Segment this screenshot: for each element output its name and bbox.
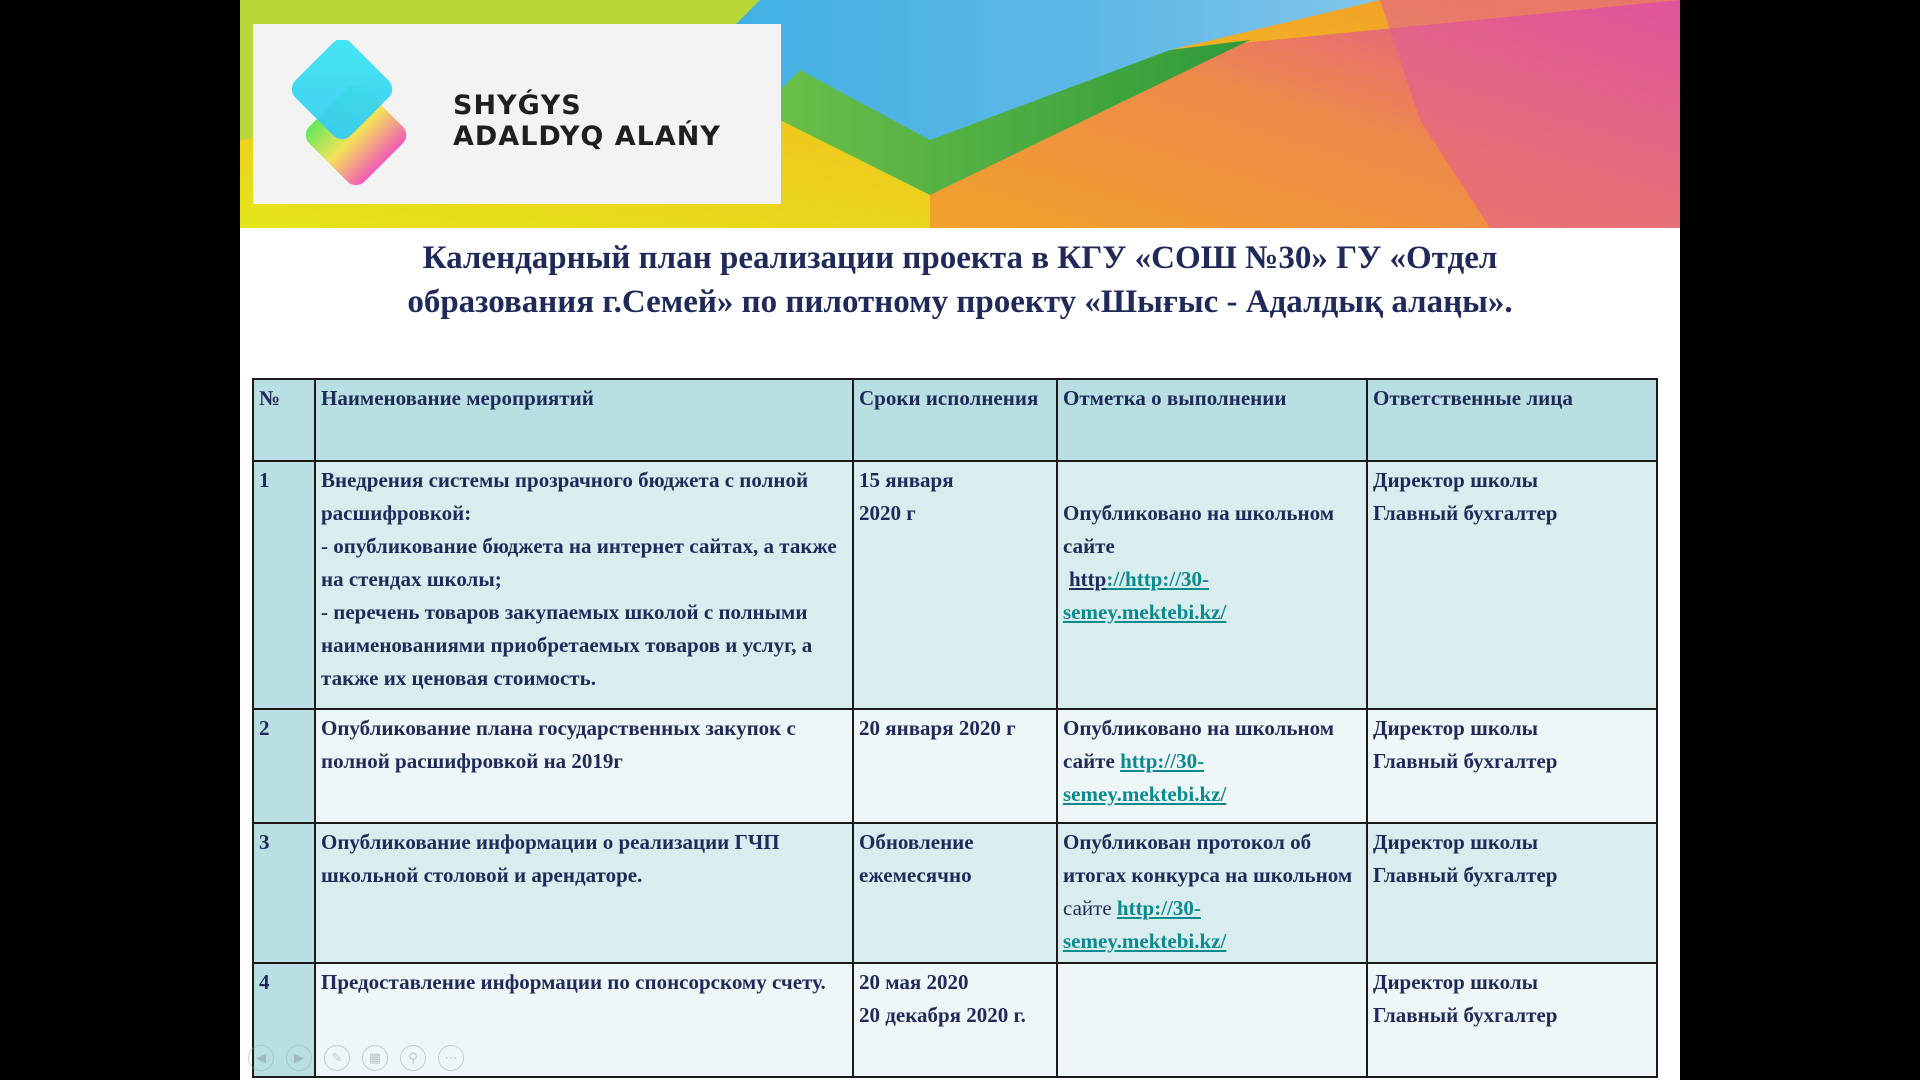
row-name (315, 709, 853, 823)
row-mark (1057, 823, 1367, 963)
table-row (253, 823, 1657, 963)
row-resp-line: Директор школы (1373, 970, 1539, 994)
row-resp (1367, 461, 1657, 709)
row-name-line: - перечень товаров закупаемых школой с полными наименованиями приобретаемых товаров и услуг, а также их ценовая стоимость. (321, 600, 813, 690)
logo-mark-icon (273, 40, 433, 190)
row-term (853, 823, 1057, 963)
more-icon[interactable]: ⋯ (438, 1045, 464, 1071)
row-term-line: 15 января (859, 468, 954, 492)
row-term (853, 709, 1057, 823)
arrow-left-icon[interactable]: ◀ (248, 1045, 274, 1071)
row-num: 4 (253, 963, 315, 1077)
row-term-line: 20 мая 2020 (859, 970, 969, 994)
header-num: № (253, 379, 315, 461)
slides-icon[interactable]: ▦ (362, 1045, 388, 1071)
row-num: 3 (253, 823, 315, 963)
row-num: 2 (253, 709, 315, 823)
row-term-line: 20 января 2020 г (859, 716, 1016, 740)
row-resp (1367, 709, 1657, 823)
row-mark (1057, 709, 1367, 823)
header-banner (240, 0, 1680, 228)
row-resp (1367, 963, 1657, 1077)
row-num: 1 (253, 461, 315, 709)
pen-icon[interactable]: ✎ (324, 1045, 350, 1071)
row-term-line: 20 декабря 2020 г. (859, 1003, 1026, 1027)
logo-line-2: ADALDYQ ALAŃY (453, 121, 721, 152)
row-name-line: - опубликование бюджета на интернет сайтах, а также на стендах школы; (321, 534, 837, 591)
title-line-1: Календарный план реализации проекта в КГУ «СОШ №30» ГУ «Отдел (422, 240, 1498, 276)
row-resp-line: Директор школы (1373, 716, 1539, 740)
row-resp-line: Главный бухгалтер (1373, 1003, 1558, 1027)
row-resp-line: Главный бухгалтер (1373, 749, 1558, 773)
row-mark-text: Опубликовано на школьном сайте (1063, 501, 1335, 558)
header-term: Сроки исполнения (853, 379, 1057, 461)
header-name: Наименование мероприятий (315, 379, 853, 461)
row-resp-line: Директор школы (1373, 830, 1539, 854)
table-row (253, 461, 1657, 709)
header-resp: Ответственные лица (1367, 379, 1657, 461)
slide (240, 0, 1680, 1080)
row-name-line: Внедрения системы прозрачного бюджета с полной расшифровкой: (321, 468, 809, 525)
row-name (315, 461, 853, 709)
table-row (253, 709, 1657, 823)
row-resp-line: Директор школы (1373, 468, 1539, 492)
calendar-plan-table (252, 378, 1658, 1078)
row-mark (1057, 963, 1367, 1077)
row-name-line: Предоставление информации по спонсорскому счету. (321, 970, 826, 994)
row-mark-prefix: http (1069, 567, 1107, 591)
row-resp (1367, 823, 1657, 963)
logo (253, 24, 781, 204)
table-header-row (253, 379, 1657, 461)
site-link[interactable]: http://30-semey.mektebi.kz/ (1063, 896, 1227, 953)
row-resp-line: Главный бухгалтер (1373, 501, 1558, 525)
slide-title (240, 236, 1680, 324)
row-term (853, 963, 1057, 1077)
zoom-icon[interactable]: ⚲ (400, 1045, 426, 1071)
row-term-line: 2020 г (859, 501, 916, 525)
title-line-2: образования г.Семей» по пилотному проекту «Шығыс - Адалдық алаңы». (407, 284, 1513, 320)
row-mark (1057, 461, 1367, 709)
row-mark-text: Опубликовано на школьном сайте (1063, 716, 1335, 773)
arrow-right-icon[interactable]: ▶ (286, 1045, 312, 1071)
header-mark: Отметка о выполнении (1057, 379, 1367, 461)
row-name-line: Опубликование плана государственных закупок с полной расшифровкой на 2019г (321, 716, 796, 773)
row-name (315, 823, 853, 963)
slideshow-controls (248, 1045, 464, 1071)
site-link[interactable]: ://http://30-semey.mektebi.kz/ (1063, 567, 1227, 624)
site-link[interactable]: http://30-semey.mektebi.kz/ (1063, 749, 1227, 806)
row-term (853, 461, 1057, 709)
logo-text (453, 90, 721, 152)
row-name-line: Опубликование информации о реализации ГЧП школьной столовой и арендаторе. (321, 830, 780, 887)
row-resp-line: Главный бухгалтер (1373, 863, 1558, 887)
row-mark-plain: сайте (1063, 896, 1112, 920)
row-term-line: Обновление ежемесячно (859, 830, 974, 887)
row-mark-text: Опубликован протокол об итогах конкурса на школьном (1063, 830, 1353, 887)
logo-line-1: SHYǴYS (453, 90, 582, 121)
